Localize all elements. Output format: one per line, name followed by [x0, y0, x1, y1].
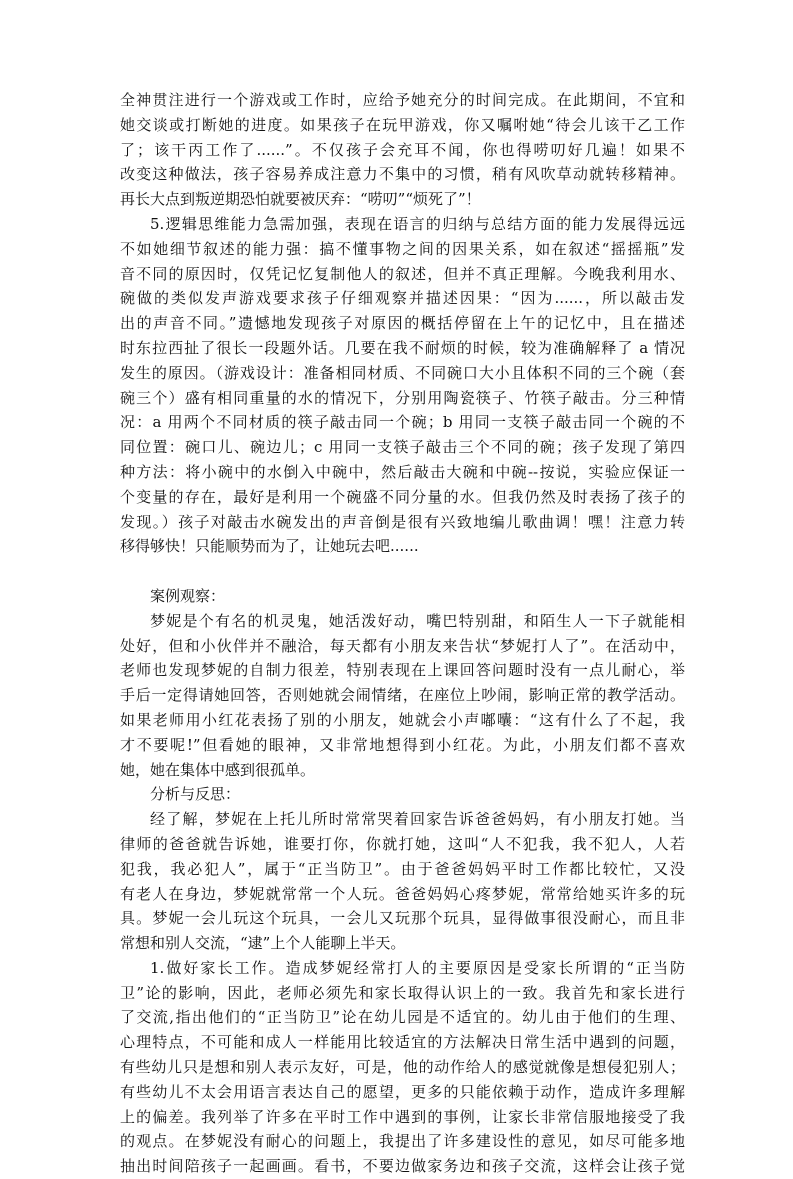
text-line: 才不要呢!”但看她的眼神，又非常地想得到小红花。为此，小朋友们都不喜欢: [120, 735, 685, 754]
text-line: 况：a 用两个不同材质的筷子敲击同一个碗；b 用同一支筷子敲击同一个碗的不: [120, 413, 685, 432]
text-line: 了；该干丙工作了......”。不仅孩子会充耳不闻，你也得唠叨好几遍！如果不: [120, 140, 685, 159]
analysis-heading: 分析与反思：: [150, 785, 241, 804]
text-line: 经了解，梦妮在上托儿所时常常哭着回家告诉爸爸妈妈，有小朋友打她。当: [150, 810, 685, 829]
analysis-section: [120, 782, 685, 956]
text-line: 犯我，我必犯人”，属于“正当防卫”。由于爸爸妈妈平时工作都比较忙，又没: [120, 859, 685, 878]
paragraph-attention: [120, 88, 685, 212]
text-line: 1.做好家长工作。造成梦妮经常打人的主要原因是受家长所谓的“正当防: [150, 958, 685, 977]
text-line: 时东拉西扯了很长一段题外话。几要在我不耐烦的时候，较为准确解释了 a 情况: [120, 338, 685, 357]
text-line: 心理特点，不可能和成人一样能用比较适宜的方法解决日常生活中遇到的问题，: [120, 1033, 685, 1052]
text-line: 出的声音不同。”遗憾地发现孩子对原因的概括停留在上午的记忆中，且在描述: [120, 314, 685, 333]
text-line: 同位置：碗口儿、碗边儿；c 用同一支筷子敲击三个不同的碗；孩子发现了第四: [120, 438, 685, 457]
text-line: 碗做的类似发声游戏要求孩子仔细观察并描述因果：“因为......，所以敲击发: [120, 289, 685, 308]
document-page: [120, 88, 685, 1179]
text-line: 不如她细节叙述的能力强：搞不懂事物之间的因果关系，如在叙述“摇摇瓶”发: [120, 239, 685, 258]
text-line: 上的偏差。我列举了许多在平时工作中遇到的事例，让家长非常信服地接受了我: [120, 1107, 685, 1126]
text-line: 了交流,指出他们的“正当防卫”论在幼儿园是不适宜的。幼儿由于他们的生理、: [120, 1008, 685, 1027]
text-line: 有些幼儿不太会用语言表达自己的愿望，更多的只能依赖于动作，造成许多理解: [120, 1082, 685, 1101]
text-line: 的观点。在梦妮没有耐心的问题上，我提出了许多建设性的意见，如尽可能多地: [120, 1132, 685, 1151]
text-line: 5.逻辑思维能力急需加强，表现在语言的归纳与总结方面的能力发展得远远: [150, 214, 685, 233]
text-line: 再长大点到叛逆期恐怕就要被厌弃：“唠叨”“烦死了”！: [120, 190, 481, 209]
text-line: 具。梦妮一会儿玩这个玩具，一会儿又玩那个玩具，显得做事很没耐心，而且非: [120, 909, 685, 928]
text-line: 处好，但和小伙伴并不融洽，每天都有小朋友来告状“梦妮打人了”。在活动中，: [120, 636, 685, 655]
text-line: 发生的原因。（游戏设计：准备相同材质、不同碗口大小且体积不同的三个碗（套: [120, 363, 685, 382]
text-line: 她，她在集体中感到很孤单。: [120, 760, 316, 779]
case-section: [120, 584, 685, 782]
text-line: 种方法：将小碗中的水倒入中碗中，然后敲击大碗和中碗--按说，实验应保证一: [120, 462, 685, 481]
text-line: 常想和别人交流，“逮”上个人能聊上半天。: [120, 934, 406, 953]
text-line: 律师的爸爸就告诉她，谁要打你，你就打她，这叫“人不犯我，我不犯人，人若: [120, 834, 685, 853]
text-line: 有老人在身边，梦妮就常常一个人玩。爸爸妈妈心疼梦妮，常常给她买许多的玩: [120, 884, 685, 903]
blank-line: [120, 559, 685, 584]
text-line: 音不同的原因时，仅凭记忆复制他人的叙述，但并不真正理解。今晚我利用水、: [120, 264, 685, 283]
text-line: 如果老师用小红花表扬了别的小朋友，她就会小声嘟囔：“这有什么了不起，我: [120, 710, 685, 729]
text-line: 全神贯注进行一个游戏或工作时，应给予她充分的时间完成。在此期间，不宜和: [120, 91, 685, 109]
text-line: 个变量的存在，最好是利用一个碗盛不同分量的水。但我仍然及时表扬了孩子的: [120, 487, 685, 506]
text-line: 抽出时间陪孩子一起画画。看书，不要边做家务边和孩子交流，这样会让孩子觉: [120, 1157, 685, 1176]
text-line: 卫”论的影响，因此，老师必须先和家长取得认识上的一致。我首先和家长进行: [120, 983, 685, 1002]
case-heading: 案例观察：: [150, 586, 226, 605]
text-line: 碗三个）盛有相同重量的水的情况下，分别用陶瓷筷子、竹筷子敲击。分三种情: [120, 388, 685, 407]
text-line: 有些幼儿只是想和别人表示友好，可是，他的动作给人的感觉就像是想侵犯别人；: [120, 1058, 685, 1077]
text-line: 她交谈或打断她的进度。如果孩子在玩甲游戏，你又嘱咐她“待会儿该干乙工作: [120, 115, 685, 134]
text-line: 发现。）孩子对敲击水碗发出的声音倒是很有兴致地编儿歌曲调！嘿！注意力转: [120, 512, 685, 531]
text-line: 手后一定得请她回答，否则她就会闹情绪，在座位上吵闹，影响正常的教学活动。: [120, 686, 685, 705]
paragraph-parent-work: [120, 956, 685, 1179]
paragraph-logic: [120, 212, 685, 559]
text-line: 改变这种做法，孩子容易养成注意力不集中的习惯，稍有风吹草动就转移精神。: [120, 165, 685, 184]
text-line: 梦妮是个有名的机灵鬼，她活泼好动，嘴巴特别甜，和陌生人一下子就能相: [150, 611, 685, 630]
text-line: 移得够快！只能顺势而为了，让她玩去吧......: [120, 537, 419, 556]
text-line: 老师也发现梦妮的自制力很差，特别表现在上课回答问题时没有一点儿耐心，举: [120, 661, 685, 680]
